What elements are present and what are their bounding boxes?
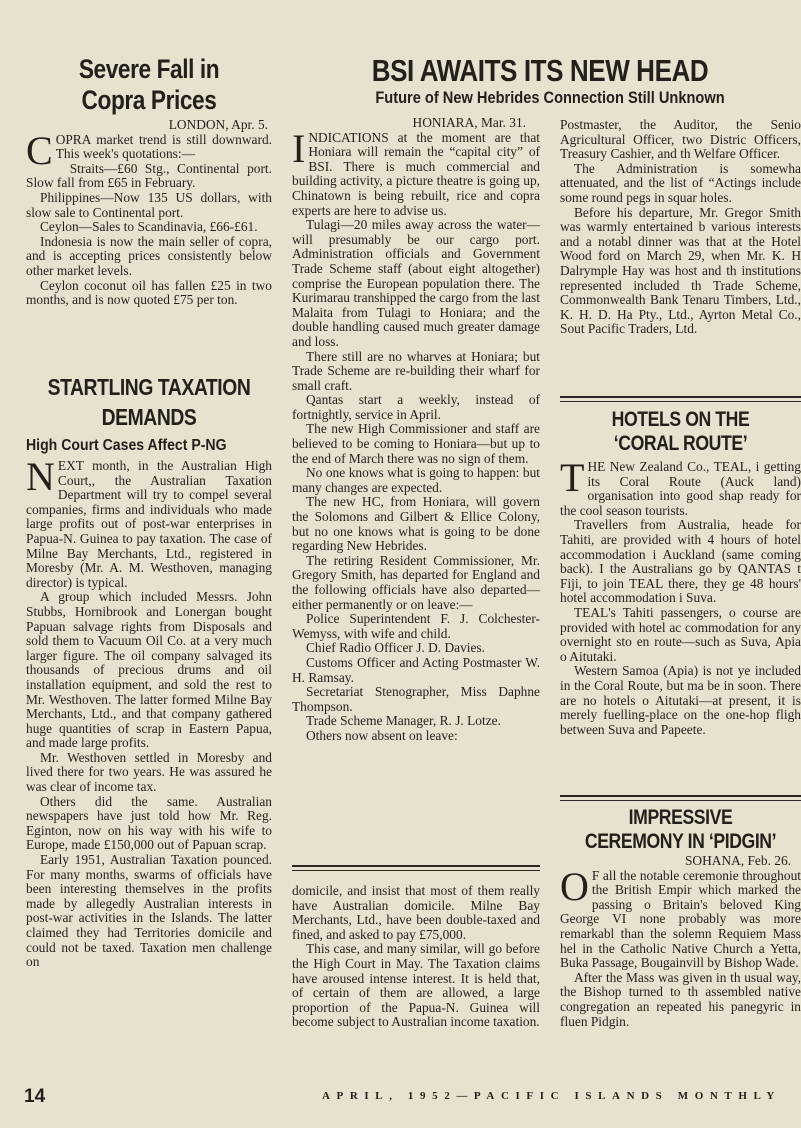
drop-cap: C <box>26 127 53 173</box>
hotels-paragraph: TEAL's Tahiti passengers, o course are provided with hotel ac commodation for any overnight sto en route—such as Suva, Apia o Aitutaki. <box>560 604 801 664</box>
drop-cap: T <box>560 455 585 500</box>
ceremony-article <box>560 806 801 1029</box>
taxation-paragraph: A group which included Messrs. John Stubbs, Hornibrook and Lonergan bought Papuan salvage rights from Disposals and sold them to Vacuum Oil Co. at a very much larger figure. The oil company salvaged its thousands of precious drums and oil installation equipment, and sold the rest to Mr. Westhoven. The latter formed Milne Bay Merchants, Ltd., and that company gathered huge quantities of scrap in Eastern Papua, and made large profits. <box>26 589 272 751</box>
bsi-paragraph: Customs Officer and Acting Postmaster W. H. Ramsay. <box>292 654 540 685</box>
column-divider-rule <box>292 865 540 867</box>
bsi-subheadline: Future of New Hebrides Connection Still Unknown <box>375 88 725 107</box>
column-divider-rule <box>292 870 540 871</box>
section-rule <box>560 800 801 801</box>
page-footer <box>0 1086 801 1106</box>
copra-paragraph: Ceylon coconut oil has fallen £25 in two months, and is now quoted £75 per ton. <box>26 277 272 308</box>
bsi-paragraph: The Administration is somewha attenuated, and the list of “Actings include some round pegs in squar holes. <box>560 160 801 205</box>
bsi-paragraph: Qantas start a weekly, instead of fortnightly, service in April. <box>292 392 540 422</box>
running-footer: APRIL, 1952—PACIFIC ISLANDS MONTHLY <box>322 1090 781 1102</box>
bsi-paragraph: No one knows what is going to happen: but many changes are expected. <box>292 465 540 495</box>
ceremony-paragraph: O F all the notable ceremonie throughout the British Empir which marked the passing o Britain's beloved King George VI none probably was more remarkabl than the solemn Requiem Mass hel in the Catholic Native Church a Yetta, Buka Passage, Bougainvill by Bishop Wade. <box>560 863 801 971</box>
ceremony-paragraph: After the Mass was given in th usual way, the Bishop turned to th assembled native congregation an repeated his panegyric in fluen Pidgin. <box>560 969 801 1029</box>
taxation-paragraph: domicile, and insist that most of them really have Australian domicile. Milne Bay Merchants, Ltd., have been double-taxed and fined, and asked to pay £75,000. <box>292 883 540 942</box>
bsi-dateline: HONIARA, Mar. 31. <box>412 115 526 130</box>
copra-paragraph: Indonesia is now the main seller of copra, and is accepting prices consistently below other market levels. <box>26 233 272 278</box>
bsi-paragraph: Police Superintendent F. J. Colchester-Wemyss, with wife and child. <box>292 611 540 641</box>
drop-cap: O <box>560 863 589 909</box>
taxation-paragraph: Others did the same. Australian newspapers have just told how Mr. Reg. Eginton, now on his way with his wife to Europe, made £150,000 out of Papuan scrap. <box>26 793 272 853</box>
bsi-paragraph: Others now absent on leave: <box>306 727 458 743</box>
taxation-continuation <box>292 884 540 1030</box>
section-rule <box>560 795 801 797</box>
taxation-paragraph: This case, and many similar, will go before the High Court in May. The Taxation claims have aroused intense interest. It is held that, of certain of them are allowed, a large proportion of the Papua-N. Guinea will become subject to Australian income taxation. <box>292 941 540 1030</box>
copra-dateline: LONDON, Apr. 5. <box>168 117 268 132</box>
bsi-paragraph: There still are no wharves at Honiara; but Trade Scheme are re-building their wharf for small craft. <box>292 348 540 393</box>
taxation-paragraph: Early 1951, Australian Taxation pounced. For many months, swarms of officials have been interesting themselves in the profits made by allegedly Australian interests in post-war activities in the Islands. The latter claimed they had Territories domicile and could not be taxed. Taxation men challenge on <box>26 852 272 970</box>
copra-paragraph: Philippines—Now 135 US dollars, with slow sale to Continental port. <box>26 189 272 220</box>
taxation-paragraph: NEXT month, in the Australian High Court,, the Australian Taxation Department will try to compel several companies, firms and individuals who made large profits out of post-war enterprises in Papua-N. Guinea to pay taxation. The case of Milne Bay Merchants, Ltd., registered in Moresby (Mr. A. M. Westhoven, managing director) is typical. <box>26 454 272 590</box>
bsi-paragraph: Secretariat Stenographer, Miss Daphne Thompson. <box>292 684 540 714</box>
bsi-paragraph: INDICATIONS at the moment are that Honiara will remain the “capital city” of BSI. There is much commercial and building activity, a picture theatre is going up, Chinatown is being rebuilt, rice and copra experts are here to advise us. <box>292 125 540 218</box>
taxation-article <box>26 372 272 970</box>
hotels-paragraph: Travellers from Australia, heade for Tahiti, are provided with 4 hours of hotel accommodation i Auckland (same coming back). I the Australians go by QANTAS t Fiji, to join TEAL there, they ge 48 hours' hotel accommodation i Suva. <box>560 517 801 606</box>
taxation-paragraph: Mr. Westhoven settled in Moresby and lived there for two years. He was assured he was clear of income tax. <box>26 749 272 795</box>
bsi-paragraph: Before his departure, Mr. Gregor Smith was warmly entertained b various interests and a notabl dinner was that at the Hotel Wood ford on March 29, when Mr. K. H Dalrymple Hay was host and th institutions represented included th Trade Scheme, Commonwealth Bank Tenaru Timbers, Ltd., K. H. D. Ha Pty., Ltd., Ayrton Metal Co., Sout Pacific Traders, Ltd. <box>560 204 801 337</box>
bsi-paragraph: Postmaster, the Auditor, the Senio Agricultural Officer, two Distric Officers, Treasury Cashier, and th Welfare Officer. <box>560 118 801 162</box>
bsi-paragraph: The new HC, from Honiara, will govern the Solomons and Gilbert & Ellice Colony, but no one knows what is going to be done regarding New Hebrides. <box>292 494 540 554</box>
bsi-paragraph: Tulagi—20 miles away across the water—will presumably be our cargo port. Administration officials and Government Trade Scheme staff (about eight altogether) comprise the European population there. The Kurimarau transhipped the cargo from the last Malaita from Tulagi to Honiara; and the double handling caused much greater damage and loss. <box>292 217 540 349</box>
bsi-paragraph: The retiring Resident Commissioner, Mr. Gregory Smith, has departed for England and the following officials have also departed—either permanently or on leave:— <box>292 552 540 612</box>
drop-cap: I <box>292 125 306 171</box>
section-rule <box>560 396 801 398</box>
bsi-paragraph: Chief Radio Officer J. D. Davies. <box>306 640 485 656</box>
bsi-article <box>292 116 540 744</box>
copra-article <box>26 54 272 308</box>
taxation-headline: STARTLING TAXATION DEMANDS <box>47 374 251 430</box>
copra-paragraph: Straits—£60 Stg., Continental port. Slow fall from £65 in February. <box>26 160 272 191</box>
copra-paragraph: COPRA market trend is still downward. This week's quotations:— <box>26 127 272 173</box>
bsi-paragraph: Trade Scheme Manager, R. J. Lotze. <box>306 713 501 729</box>
taxation-subheadline: High Court Cases Affect P-NG <box>26 437 227 454</box>
bsi-headline: BSI AWAITS ITS NEW HEAD <box>371 53 709 88</box>
drop-cap: N <box>26 454 55 499</box>
copra-paragraph: Ceylon—Sales to Scandinavia, £66-£61. <box>40 219 258 235</box>
hotels-headline: HOTELS ON THE ‘CORAL ROUTE’ <box>611 408 750 455</box>
bsi-paragraph: The new High Commissioner and staff are believed to be coming to Honiara—but up to the end of March there was no sign of them. <box>292 421 540 466</box>
hotels-paragraph: THE New Zealand Co., TEAL, i getting its Coral Route (Auck land) organisation into good shap ready for the cool season tourists. <box>560 455 801 518</box>
bsi-article-continued <box>560 118 801 337</box>
page-number: 14 <box>24 1086 46 1107</box>
copra-headline: Severe Fall in Copra Prices <box>78 54 220 115</box>
ceremony-dateline: SOHANA, Feb. 26. <box>684 853 791 868</box>
section-rule <box>560 401 801 402</box>
hotels-article <box>560 408 801 737</box>
hotels-paragraph: Western Samoa (Apia) is not ye included in the Coral Route, but ma be in soon. There are no hotels o Aitutaki—at present, it is merely fuelling-place on the one-hop fligh between Suva and Papeete. <box>560 663 801 737</box>
ceremony-headline: IMPRESSIVE CEREMONY IN ‘PIDGIN’ <box>584 806 777 853</box>
